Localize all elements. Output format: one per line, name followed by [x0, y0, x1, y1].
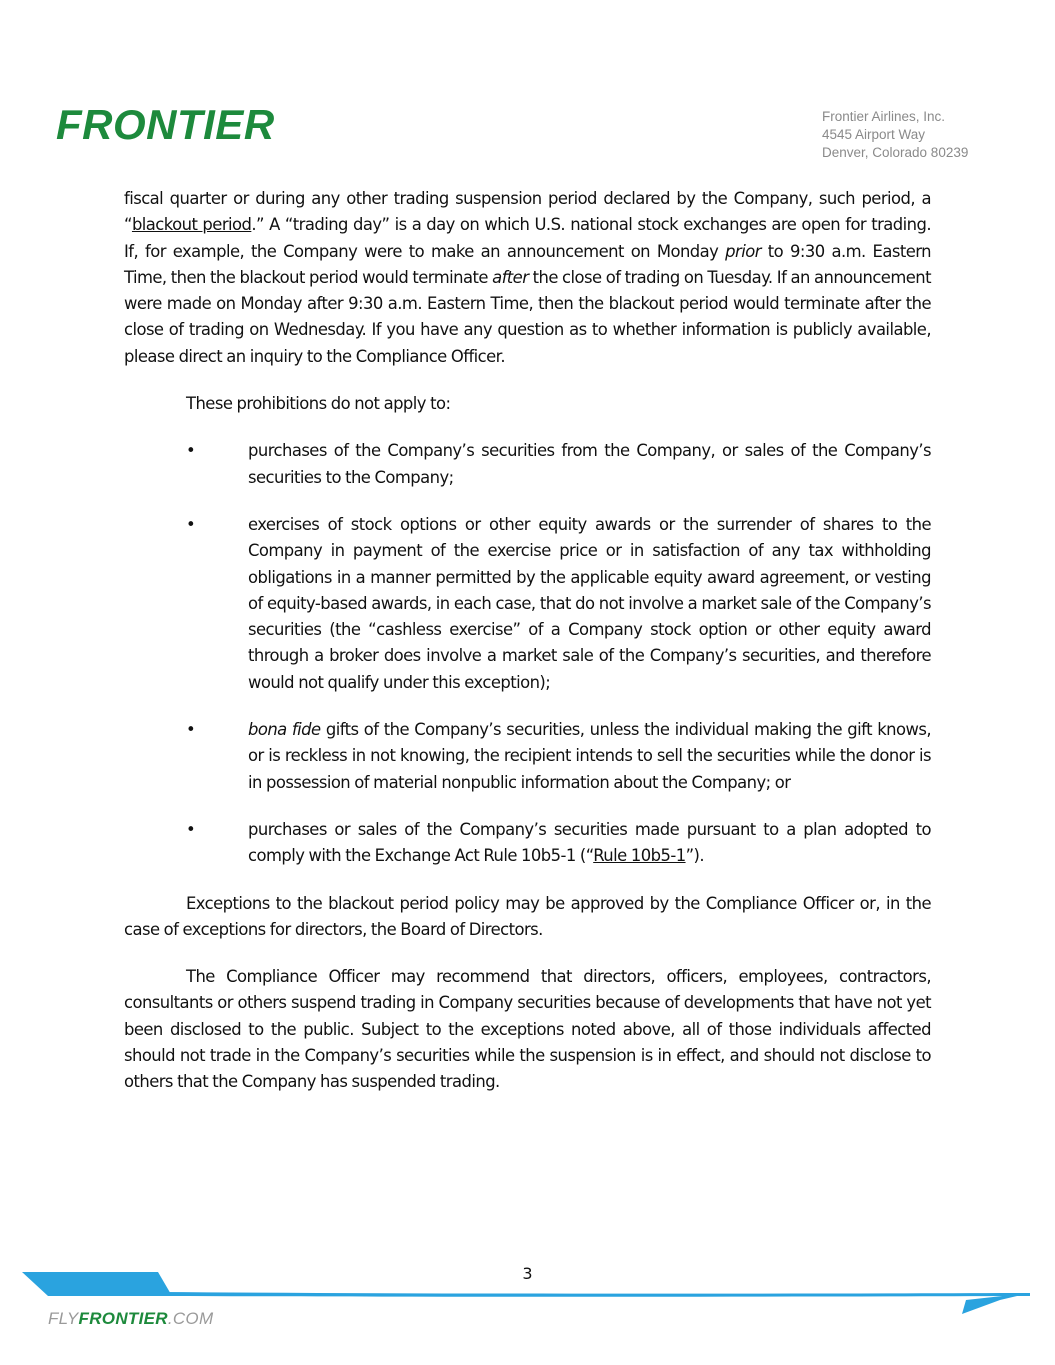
footer-wing-left — [22, 1272, 172, 1296]
list-item-text: exercises of stock options or other equity awards or the surrender of shares to the Company in payment of the exercise price or in satisfaction of any tax withholding obligations in a manner permitted by the applicable equity award agreement, or vesting of equity-based awards, in each case, that do not involve a market sale of the Company’s securities (the “cashless exercise” of a Company stock option or other equity award through a broker does involve a market sale of the Company’s securities, and therefore would not qualify under this exception); — [248, 514, 931, 692]
list-item — [124, 512, 931, 696]
footer-url-fly: FLY — [48, 1309, 79, 1328]
text-span: fiscal quarter or during any other trading suspension period declared by the Company, such period, a “ — [124, 189, 931, 235]
footer-website — [48, 1309, 213, 1329]
paragraph-exceptions: Exceptions to the blackout period policy may be approved by the Compliance Officer or, in the case of exceptions for directors, the Board of Directors. — [124, 893, 931, 939]
footer-url-tld: .COM — [167, 1309, 214, 1328]
address-line-city: Denver, Colorado 80239 — [822, 145, 969, 160]
text-span: .” A “trading day” is a day on which U.S. national stock exchanges are open for trading. If, for example, the Company were to make an announcement on Monday — [124, 215, 932, 261]
address-line-street: 4545 Airport Way — [822, 127, 926, 142]
document-body — [124, 186, 931, 1117]
bullet-icon: • — [186, 720, 196, 740]
address-line-company: Frontier Airlines, Inc. — [822, 109, 946, 124]
bullet-icon: • — [186, 441, 196, 461]
list-item — [124, 717, 931, 796]
company-address — [822, 108, 968, 162]
emphasis-prior: prior — [725, 241, 761, 261]
rule-10b5-1-term: Rule 10b5-1 — [593, 846, 686, 866]
paragraph-prohibitions-intro: These prohibitions do not apply to: — [186, 394, 451, 414]
footer-swoosh-line — [160, 1292, 1030, 1297]
list-item-text: purchases of the Company’s securities from the Company, or sales of the Company’s securities to the Company; — [248, 441, 931, 487]
emphasis-after: after — [492, 267, 529, 287]
text-span: the close of trading on Tuesday. If an announcement were made on Monday after 9:30 a.m. Eastern Time, then the blackout period would terminate after the close of trading on Wednesday. If you have any question as to whether information is publicly available, please direct an inquiry to the Compliance Officer. — [124, 267, 931, 366]
frontier-logo: FRONTIER — [56, 101, 275, 148]
list-item — [124, 817, 931, 870]
list-item-text: ”). — [685, 846, 705, 866]
paragraph-blackout-period — [124, 186, 931, 370]
list-item — [124, 438, 931, 491]
list-item-text: purchases or sales of the Company’s securities made pursuant to a plan adopted to comply with the Exchange Act Rule 10b5-1 (“ — [248, 819, 931, 866]
blackout-period-term: blackout period — [131, 215, 252, 235]
bullet-icon: • — [186, 514, 196, 534]
exceptions-list — [124, 438, 931, 869]
page-number: 3 — [522, 1264, 533, 1283]
emphasis-bona-fide: bona fide — [248, 720, 321, 740]
footer-url-brand: FRONTIER — [78, 1309, 168, 1328]
text-span: to 9:30 a.m. Eastern Time, then the blackout period would terminate — [124, 241, 931, 287]
paragraph-trading-suspension: The Compliance Officer may recommend that directors, officers, employees, contractors, consultants or others suspend trading in Company securities because of developments that have not yet been disclosed to the public. Subject to the exceptions noted above, all of those individuals affected should not trade in the Company’s securities while the suspension is in effect, and should not disclose to others that the Company has suspended trading. — [124, 967, 931, 1092]
list-item-text: gifts of the Company’s securities, unless the individual making the gift knows, or is reckless in not knowing, the recipient intends to sell the securities while the donor is in possession of material nonpublic information about the Company; or — [248, 720, 931, 792]
bullet-icon: • — [186, 819, 196, 839]
